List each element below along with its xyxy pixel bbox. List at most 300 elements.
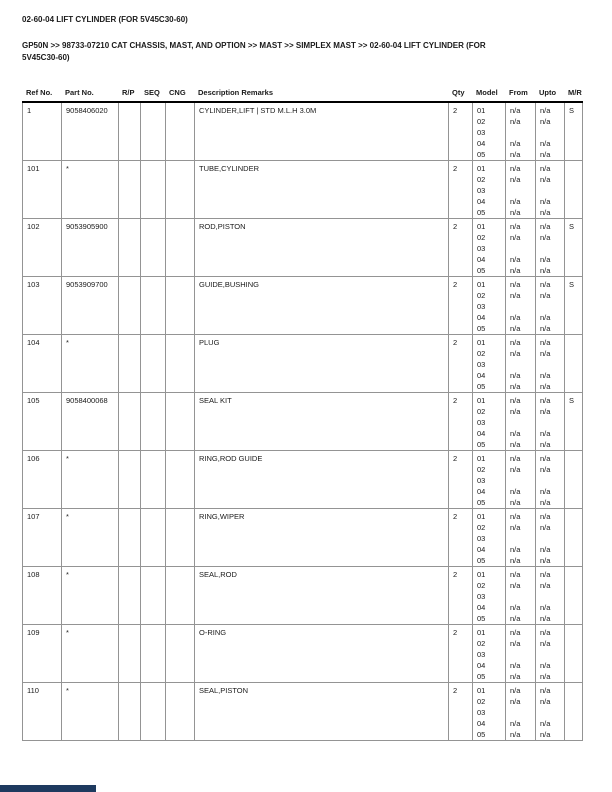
qty-cell: 2 xyxy=(449,335,473,393)
from-cell-line: n/a xyxy=(510,628,521,637)
breadcrumb-line-1: GP50N >> 98733-07210 CAT CHASSIS, MAST, AND OPTION >> MAST >> SIMPLEX MAST >> 02-60-04 LIFT CYLINDER (FOR xyxy=(22,41,486,50)
from-cell-line: n/a xyxy=(510,440,521,449)
from-cell-line xyxy=(510,359,534,370)
from-cell xyxy=(506,219,536,277)
model-cell-line: 05 xyxy=(477,556,486,565)
model-cell xyxy=(473,567,506,625)
page-title: 02-60-04 LIFT CYLINDER (FOR 5V45C30-60) xyxy=(22,15,188,24)
upto-cell xyxy=(536,277,565,335)
mr-cell xyxy=(565,567,583,625)
mr-cell: S xyxy=(565,102,583,161)
model-cell-line: 02 xyxy=(477,465,486,474)
mr-cell xyxy=(565,161,583,219)
mr-cell xyxy=(565,683,583,741)
upto-cell-line: n/a xyxy=(540,498,551,507)
model-cell-line: 04 xyxy=(477,487,486,496)
rp-cell xyxy=(119,509,141,567)
model-cell-line: 03 xyxy=(477,592,486,601)
model-cell-line: 04 xyxy=(477,197,486,206)
from-cell-line xyxy=(510,185,534,196)
upto-cell-line: n/a xyxy=(540,672,551,681)
model-cell-line: 03 xyxy=(477,302,486,311)
model-cell-line: 02 xyxy=(477,117,486,126)
model-cell-line: 03 xyxy=(477,650,486,659)
qty-cell: 2 xyxy=(449,683,473,741)
ref-no-cell: 105 xyxy=(23,393,62,451)
seq-cell xyxy=(141,567,166,625)
model-cell-line: 04 xyxy=(477,139,486,148)
from-cell-line: n/a xyxy=(510,429,521,438)
breadcrumb xyxy=(22,40,600,64)
rp-cell xyxy=(119,393,141,451)
model-cell-line: 02 xyxy=(477,407,486,416)
from-cell-line: n/a xyxy=(510,313,521,322)
from-cell-line xyxy=(510,591,534,602)
seq-cell xyxy=(141,161,166,219)
upto-cell-line: n/a xyxy=(540,197,551,206)
qty-cell: 2 xyxy=(449,393,473,451)
from-cell-line xyxy=(510,243,534,254)
qty-cell: 2 xyxy=(449,277,473,335)
from-cell-line: n/a xyxy=(510,697,521,706)
from-cell xyxy=(506,393,536,451)
from-cell-line: n/a xyxy=(510,349,521,358)
from-cell-line: n/a xyxy=(510,407,521,416)
upto-cell-line: n/a xyxy=(540,614,551,623)
part-no-cell: * xyxy=(62,509,119,567)
model-cell-line: 03 xyxy=(477,476,486,485)
cng-cell xyxy=(166,102,195,161)
model-cell-line: 02 xyxy=(477,175,486,184)
rp-cell xyxy=(119,219,141,277)
upto-cell-line: n/a xyxy=(540,349,551,358)
upto-cell xyxy=(536,451,565,509)
upto-cell-line: n/a xyxy=(540,222,551,231)
upto-cell-line: n/a xyxy=(540,465,551,474)
table-row xyxy=(23,277,583,335)
qty-cell: 2 xyxy=(449,451,473,509)
seq-cell xyxy=(141,335,166,393)
model-cell-line: 01 xyxy=(477,628,486,637)
cng-cell xyxy=(166,277,195,335)
from-cell-line: n/a xyxy=(510,324,521,333)
qty-cell: 2 xyxy=(449,509,473,567)
seq-cell xyxy=(141,102,166,161)
model-cell-line: 01 xyxy=(477,164,486,173)
from-cell xyxy=(506,567,536,625)
qty-cell: 2 xyxy=(449,102,473,161)
model-cell-line: 04 xyxy=(477,661,486,670)
upto-cell-line: n/a xyxy=(540,639,551,648)
upto-cell-line: n/a xyxy=(540,686,551,695)
from-cell-line: n/a xyxy=(510,686,521,695)
upto-cell-line xyxy=(540,475,563,486)
model-cell xyxy=(473,393,506,451)
upto-cell xyxy=(536,335,565,393)
from-cell-line: n/a xyxy=(510,719,521,728)
upto-cell-line: n/a xyxy=(540,556,551,565)
from-cell-line: n/a xyxy=(510,338,521,347)
model-cell-line: 02 xyxy=(477,523,486,532)
from-cell-line: n/a xyxy=(510,371,521,380)
column-header-rp: R/P xyxy=(122,88,135,97)
from-cell-line: n/a xyxy=(510,581,521,590)
from-cell xyxy=(506,102,536,161)
ref-no-cell: 101 xyxy=(23,161,62,219)
cng-cell xyxy=(166,683,195,741)
from-cell xyxy=(506,509,536,567)
from-cell-line: n/a xyxy=(510,672,521,681)
part-no-cell: * xyxy=(62,625,119,683)
upto-cell-line: n/a xyxy=(540,407,551,416)
upto-cell-line: n/a xyxy=(540,139,551,148)
table-row xyxy=(23,625,583,683)
part-no-cell: * xyxy=(62,335,119,393)
qty-cell: 2 xyxy=(449,625,473,683)
cng-cell xyxy=(166,451,195,509)
model-cell-line: 01 xyxy=(477,106,486,115)
from-cell-line: n/a xyxy=(510,396,521,405)
upto-cell-line xyxy=(540,591,563,602)
from-cell-line: n/a xyxy=(510,106,521,115)
upto-cell-line: n/a xyxy=(540,523,551,532)
model-cell-line: 03 xyxy=(477,708,486,717)
part-no-cell: 9058400068 xyxy=(62,393,119,451)
model-cell-line: 01 xyxy=(477,338,486,347)
from-cell xyxy=(506,451,536,509)
seq-cell xyxy=(141,451,166,509)
upto-cell xyxy=(536,393,565,451)
table-row xyxy=(23,102,583,161)
model-cell-line: 03 xyxy=(477,534,486,543)
upto-cell-line: n/a xyxy=(540,429,551,438)
part-no-cell: 9053905900 xyxy=(62,219,119,277)
rp-cell xyxy=(119,451,141,509)
model-cell-line: 03 xyxy=(477,186,486,195)
table-row xyxy=(23,567,583,625)
model-cell-line: 04 xyxy=(477,371,486,380)
model-cell-line: 05 xyxy=(477,382,486,391)
model-cell-line: 01 xyxy=(477,686,486,695)
upto-cell-line: n/a xyxy=(540,440,551,449)
column-header-cng: CNG xyxy=(169,88,186,97)
model-cell-line: 05 xyxy=(477,614,486,623)
from-cell-line: n/a xyxy=(510,512,521,521)
description-cell: CYLINDER,LIFT | STD M.L.H 3.0M xyxy=(195,102,449,161)
model-cell-line: 04 xyxy=(477,719,486,728)
model-cell-line: 05 xyxy=(477,730,486,739)
mr-cell: S xyxy=(565,277,583,335)
model-cell-line: 03 xyxy=(477,418,486,427)
description-cell: SEAL KIT xyxy=(195,393,449,451)
upto-cell xyxy=(536,219,565,277)
upto-cell-line: n/a xyxy=(540,487,551,496)
seq-cell xyxy=(141,219,166,277)
upto-cell-line xyxy=(540,533,563,544)
cng-cell xyxy=(166,219,195,277)
model-cell-line: 01 xyxy=(477,280,486,289)
upto-cell xyxy=(536,161,565,219)
from-cell-line: n/a xyxy=(510,197,521,206)
from-cell xyxy=(506,683,536,741)
model-cell-line: 02 xyxy=(477,291,486,300)
from-cell-line: n/a xyxy=(510,556,521,565)
from-cell xyxy=(506,161,536,219)
rp-cell xyxy=(119,335,141,393)
cng-cell xyxy=(166,625,195,683)
upto-cell-line: n/a xyxy=(540,545,551,554)
parts-table xyxy=(22,101,583,741)
model-cell xyxy=(473,451,506,509)
model-cell-line: 04 xyxy=(477,255,486,264)
upto-cell-line xyxy=(540,707,563,718)
mr-cell xyxy=(565,335,583,393)
from-cell-line: n/a xyxy=(510,208,521,217)
ref-no-cell: 108 xyxy=(23,567,62,625)
model-cell xyxy=(473,161,506,219)
model-cell-line: 02 xyxy=(477,697,486,706)
mr-cell xyxy=(565,451,583,509)
table-row xyxy=(23,683,583,741)
table-row xyxy=(23,335,583,393)
seq-cell xyxy=(141,683,166,741)
from-cell-line: n/a xyxy=(510,603,521,612)
from-cell-line: n/a xyxy=(510,465,521,474)
from-cell-line xyxy=(510,649,534,660)
model-cell xyxy=(473,683,506,741)
description-cell: GUIDE,BUSHING xyxy=(195,277,449,335)
model-cell-line: 01 xyxy=(477,512,486,521)
from-cell-line: n/a xyxy=(510,280,521,289)
model-cell xyxy=(473,335,506,393)
model-cell-line: 05 xyxy=(477,672,486,681)
upto-cell-line: n/a xyxy=(540,570,551,579)
model-cell-line: 04 xyxy=(477,603,486,612)
part-no-cell: * xyxy=(62,451,119,509)
model-cell-line: 05 xyxy=(477,498,486,507)
model-cell-line: 04 xyxy=(477,429,486,438)
column-header-mr: M/R xyxy=(568,88,582,97)
parts-table-body xyxy=(23,102,583,741)
upto-cell-line: n/a xyxy=(540,454,551,463)
from-cell-line: n/a xyxy=(510,661,521,670)
model-cell-line: 03 xyxy=(477,128,486,137)
ref-no-cell: 110 xyxy=(23,683,62,741)
from-cell-line xyxy=(510,475,534,486)
description-cell: RING,ROD GUIDE xyxy=(195,451,449,509)
from-cell xyxy=(506,335,536,393)
rp-cell xyxy=(119,102,141,161)
model-cell-line: 03 xyxy=(477,360,486,369)
upto-cell-line: n/a xyxy=(540,382,551,391)
description-cell: TUBE,CYLINDER xyxy=(195,161,449,219)
from-cell-line xyxy=(510,417,534,428)
upto-cell-line: n/a xyxy=(540,117,551,126)
upto-cell-line: n/a xyxy=(540,338,551,347)
seq-cell xyxy=(141,625,166,683)
ref-no-cell: 106 xyxy=(23,451,62,509)
model-cell-line: 03 xyxy=(477,244,486,253)
from-cell-line: n/a xyxy=(510,545,521,554)
mr-cell: S xyxy=(565,393,583,451)
table-row xyxy=(23,219,583,277)
from-cell-line xyxy=(510,533,534,544)
column-header-upto: Upto xyxy=(539,88,557,97)
from-cell-line: n/a xyxy=(510,150,521,159)
column-header-from: From xyxy=(509,88,528,97)
from-cell-line: n/a xyxy=(510,570,521,579)
ref-no-cell: 109 xyxy=(23,625,62,683)
breadcrumb-line-2: 5V45C30-60) xyxy=(22,53,70,62)
upto-cell-line xyxy=(540,127,563,138)
model-cell-line: 01 xyxy=(477,570,486,579)
upto-cell xyxy=(536,567,565,625)
from-cell-line: n/a xyxy=(510,614,521,623)
model-cell xyxy=(473,219,506,277)
from-cell-line: n/a xyxy=(510,222,521,231)
from-cell xyxy=(506,277,536,335)
from-cell-line: n/a xyxy=(510,382,521,391)
model-cell-line: 05 xyxy=(477,440,486,449)
mr-cell xyxy=(565,509,583,567)
model-cell-line: 04 xyxy=(477,545,486,554)
upto-cell-line: n/a xyxy=(540,313,551,322)
upto-cell xyxy=(536,509,565,567)
upto-cell-line xyxy=(540,185,563,196)
part-no-cell: * xyxy=(62,683,119,741)
seq-cell xyxy=(141,277,166,335)
upto-cell-line: n/a xyxy=(540,719,551,728)
upto-cell-line: n/a xyxy=(540,208,551,217)
from-cell-line: n/a xyxy=(510,454,521,463)
qty-cell: 2 xyxy=(449,567,473,625)
upto-cell-line: n/a xyxy=(540,150,551,159)
upto-cell-line: n/a xyxy=(540,697,551,706)
cng-cell xyxy=(166,509,195,567)
model-cell-line: 02 xyxy=(477,639,486,648)
upto-cell-line xyxy=(540,649,563,660)
mr-cell: S xyxy=(565,219,583,277)
ref-no-cell: 104 xyxy=(23,335,62,393)
cng-cell xyxy=(166,567,195,625)
from-cell-line xyxy=(510,707,534,718)
rp-cell xyxy=(119,277,141,335)
rp-cell xyxy=(119,161,141,219)
cng-cell xyxy=(166,335,195,393)
model-cell-line: 01 xyxy=(477,454,486,463)
from-cell-line: n/a xyxy=(510,233,521,242)
model-cell-line: 02 xyxy=(477,349,486,358)
upto-cell xyxy=(536,102,565,161)
upto-cell-line: n/a xyxy=(540,175,551,184)
model-cell-line: 05 xyxy=(477,150,486,159)
model-cell-line: 01 xyxy=(477,396,486,405)
table-row xyxy=(23,451,583,509)
upto-cell-line: n/a xyxy=(540,603,551,612)
upto-cell-line xyxy=(540,243,563,254)
part-no-cell: 9058406020 xyxy=(62,102,119,161)
description-cell: SEAL,ROD xyxy=(195,567,449,625)
table-column-headers xyxy=(22,88,582,97)
from-cell-line: n/a xyxy=(510,487,521,496)
column-header-description: Description Remarks xyxy=(198,88,274,97)
model-cell xyxy=(473,102,506,161)
model-cell-line: 01 xyxy=(477,222,486,231)
model-cell-line: 05 xyxy=(477,324,486,333)
ref-no-cell: 1 xyxy=(23,102,62,161)
ref-no-cell: 103 xyxy=(23,277,62,335)
part-no-cell: * xyxy=(62,161,119,219)
part-no-cell: * xyxy=(62,567,119,625)
model-cell-line: 05 xyxy=(477,266,486,275)
upto-cell-line: n/a xyxy=(540,280,551,289)
rp-cell xyxy=(119,683,141,741)
upto-cell-line: n/a xyxy=(540,266,551,275)
ref-no-cell: 107 xyxy=(23,509,62,567)
from-cell-line: n/a xyxy=(510,730,521,739)
column-header-ref-no: Ref No. xyxy=(26,88,53,97)
from-cell-line: n/a xyxy=(510,139,521,148)
model-cell xyxy=(473,509,506,567)
rp-cell xyxy=(119,625,141,683)
mr-cell xyxy=(565,625,583,683)
upto-cell-line: n/a xyxy=(540,730,551,739)
upto-cell xyxy=(536,683,565,741)
from-cell-line xyxy=(510,127,534,138)
rp-cell xyxy=(119,567,141,625)
description-cell: RING,WIPER xyxy=(195,509,449,567)
table-row xyxy=(23,509,583,567)
model-cell-line: 04 xyxy=(477,313,486,322)
upto-cell-line: n/a xyxy=(540,396,551,405)
part-no-cell: 9053909700 xyxy=(62,277,119,335)
upto-cell-line: n/a xyxy=(540,291,551,300)
table-row xyxy=(23,161,583,219)
qty-cell: 2 xyxy=(449,219,473,277)
upto-cell-line: n/a xyxy=(540,512,551,521)
upto-cell-line: n/a xyxy=(540,106,551,115)
description-cell: O-RING xyxy=(195,625,449,683)
description-cell: SEAL,PISTON xyxy=(195,683,449,741)
column-header-model: Model xyxy=(476,88,498,97)
upto-cell-line: n/a xyxy=(540,233,551,242)
upto-cell-line: n/a xyxy=(540,164,551,173)
qty-cell: 2 xyxy=(449,161,473,219)
model-cell-line: 02 xyxy=(477,581,486,590)
upto-cell-line: n/a xyxy=(540,581,551,590)
upto-cell-line: n/a xyxy=(540,324,551,333)
from-cell-line xyxy=(510,301,534,312)
cng-cell xyxy=(166,161,195,219)
column-header-part-no: Part No. xyxy=(65,88,94,97)
description-cell: PLUG xyxy=(195,335,449,393)
cng-cell xyxy=(166,393,195,451)
column-header-qty: Qty xyxy=(452,88,465,97)
seq-cell xyxy=(141,509,166,567)
column-header-seq: SEQ xyxy=(144,88,160,97)
upto-cell-line xyxy=(540,301,563,312)
upto-cell-line: n/a xyxy=(540,255,551,264)
footer-accent-bar xyxy=(0,785,96,792)
upto-cell xyxy=(536,625,565,683)
from-cell-line: n/a xyxy=(510,498,521,507)
model-cell-line: 02 xyxy=(477,233,486,242)
upto-cell-line: n/a xyxy=(540,628,551,637)
from-cell-line: n/a xyxy=(510,175,521,184)
from-cell-line: n/a xyxy=(510,255,521,264)
upto-cell-line xyxy=(540,417,563,428)
model-cell-line: 05 xyxy=(477,208,486,217)
